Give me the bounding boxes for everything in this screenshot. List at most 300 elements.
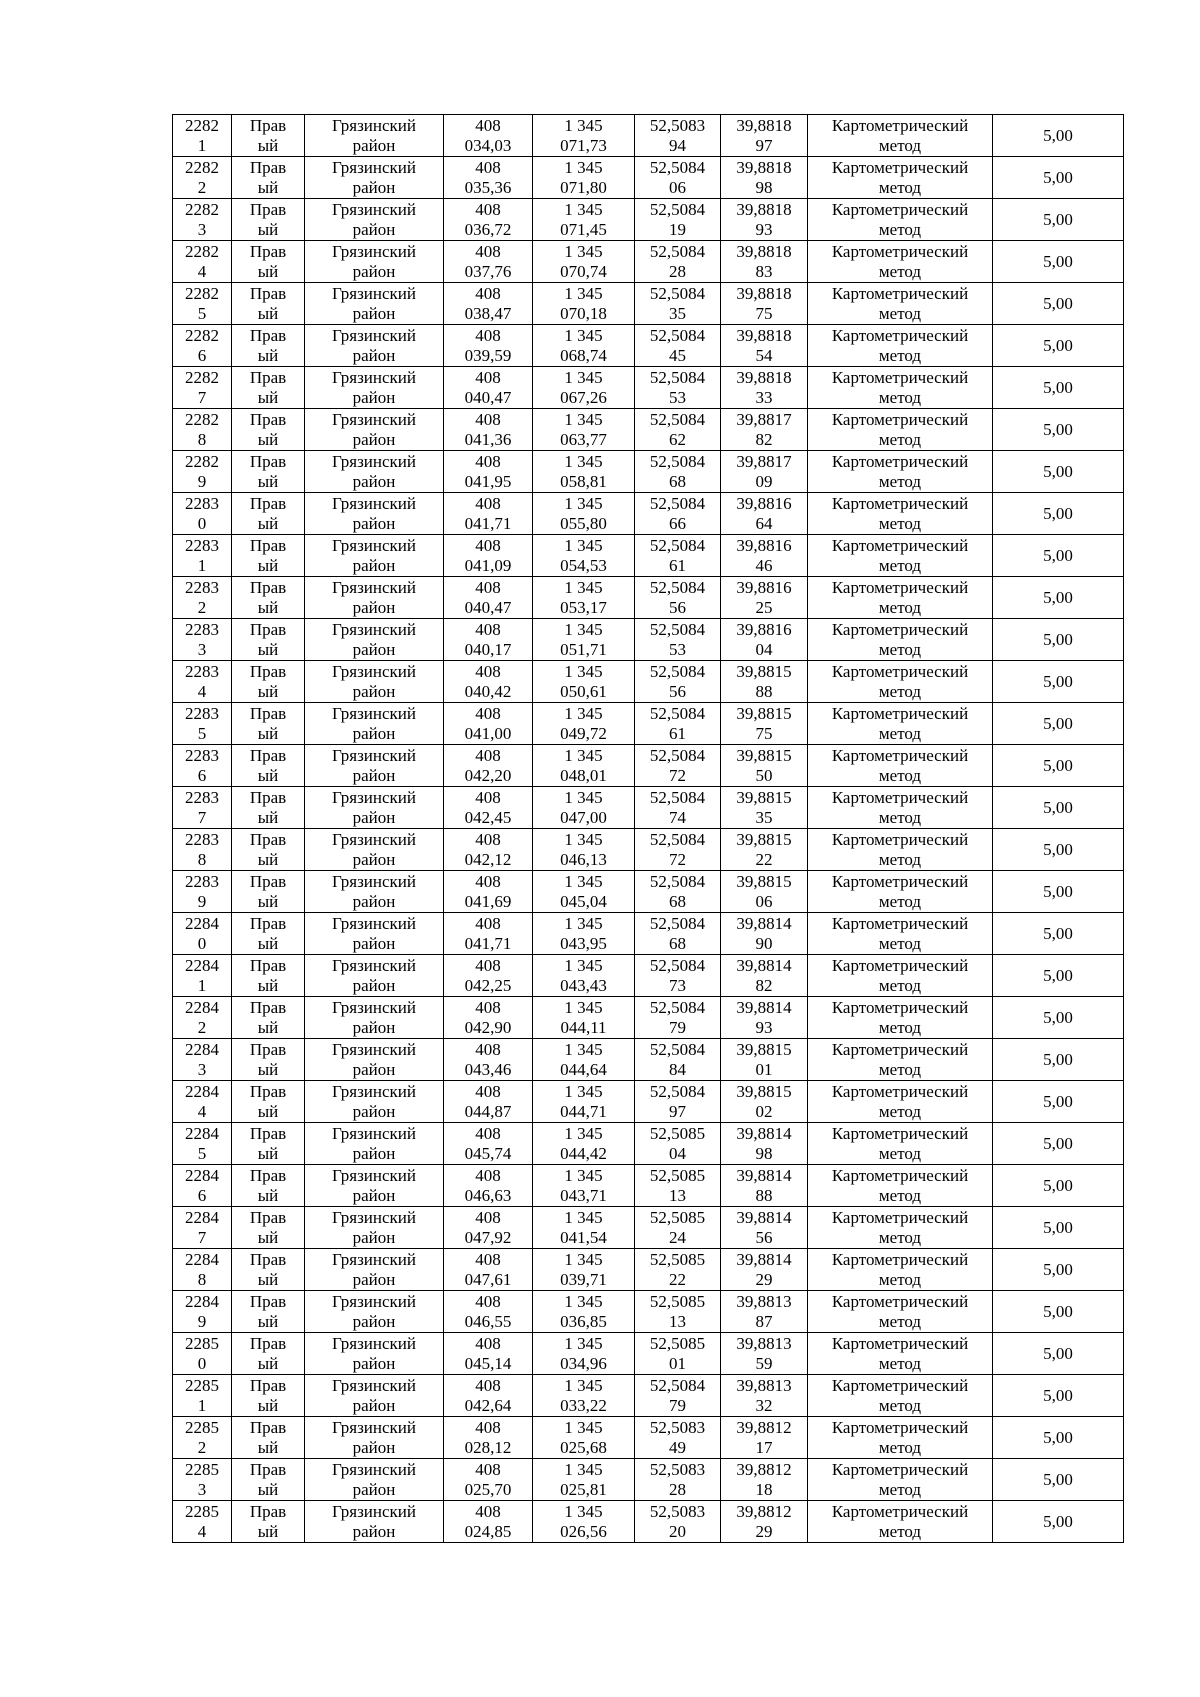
district-line-2: район — [352, 1185, 396, 1205]
accuracy-cell — [993, 1459, 1124, 1501]
x-coordinate-line-2: 045,14 — [464, 1353, 512, 1373]
x-coordinate-line-1: 408 — [475, 829, 501, 849]
y-coordinate-line-2: 071,80 — [560, 177, 607, 197]
latitude-cell — [635, 1459, 721, 1501]
y-coordinate-line-2: 071,73 — [560, 135, 607, 155]
district-line-1: Грязинский — [332, 1291, 416, 1311]
x-coordinate-line-1: 408 — [475, 1165, 501, 1185]
bank-side-cell — [232, 1459, 305, 1501]
district-line-1: Грязинский — [332, 1459, 416, 1479]
bank-side-cell — [232, 367, 305, 409]
district-line-1: Грязинский — [332, 493, 416, 513]
x-coordinate-line-2: 024,85 — [464, 1521, 512, 1541]
longitude-cell — [721, 1081, 808, 1123]
point-number-line-2: 4 — [197, 681, 207, 701]
district-cell — [305, 745, 444, 787]
y-coordinate-line-1: 1 345 — [564, 1207, 603, 1227]
x-coordinate-line-2: 039,59 — [464, 345, 512, 365]
bank-side-line-1: Прав — [249, 493, 287, 513]
point-number-line-2: 9 — [197, 891, 207, 911]
point-number-line-1: 2285 — [185, 1417, 219, 1437]
point-number-line-2: 5 — [197, 1143, 207, 1163]
method-line-1: Картометрический — [831, 1123, 969, 1143]
x-coordinate-line-2: 034,03 — [464, 135, 512, 155]
table-row — [173, 157, 1124, 199]
point-number-cell — [173, 997, 232, 1039]
y-coordinate-line-1: 1 345 — [564, 367, 603, 387]
latitude-line-1: 52,5084 — [649, 913, 706, 933]
latitude-line-1: 52,5084 — [649, 1375, 706, 1395]
x-coordinate-line-1: 408 — [475, 115, 501, 135]
table-row — [173, 1459, 1124, 1501]
x-coordinate-cell — [444, 703, 533, 745]
latitude-line-1: 52,5084 — [649, 955, 706, 975]
table-row — [173, 241, 1124, 283]
y-coordinate-line-2: 039,71 — [560, 1269, 607, 1289]
longitude-line-1: 39,8818 — [736, 325, 792, 345]
latitude-line-2: 72 — [669, 849, 686, 869]
bank-side-line-2: ый — [257, 1479, 279, 1499]
y-coordinate-line-2: 067,26 — [560, 387, 607, 407]
longitude-line-2: 32 — [755, 1395, 773, 1415]
point-number-line-1: 2284 — [185, 913, 219, 933]
district-cell — [305, 1375, 444, 1417]
method-cell — [808, 535, 993, 577]
point-number-cell — [173, 619, 232, 661]
method-line-2: метод — [878, 387, 922, 407]
point-number-cell — [173, 451, 232, 493]
latitude-line-1: 52,5084 — [649, 997, 706, 1017]
point-number-line-2: 6 — [197, 1185, 207, 1205]
y-coordinate-line-1: 1 345 — [564, 913, 603, 933]
district-line-1: Грязинский — [332, 409, 416, 429]
longitude-line-1: 39,8813 — [736, 1291, 792, 1311]
longitude-line-2: 83 — [755, 261, 773, 281]
method-line-1: Картометрический — [831, 535, 969, 555]
latitude-line-1: 52,5084 — [649, 199, 706, 219]
district-line-2: район — [352, 1311, 396, 1331]
district-line-1: Грязинский — [332, 703, 416, 723]
x-coordinate-line-2: 040,42 — [464, 681, 512, 701]
method-line-2: метод — [878, 681, 922, 701]
point-number-cell — [173, 1333, 232, 1375]
method-line-2: метод — [878, 933, 922, 953]
point-number-line-2: 8 — [197, 1269, 207, 1289]
accuracy-value: 5,00 — [1043, 1301, 1073, 1321]
point-number-line-1: 2282 — [185, 367, 219, 387]
latitude-line-1: 52,5083 — [649, 1459, 706, 1479]
y-coordinate-line-1: 1 345 — [564, 493, 603, 513]
y-coordinate-line-2: 043,95 — [560, 933, 607, 953]
bank-side-line-1: Прав — [249, 1039, 287, 1059]
point-number-cell — [173, 115, 232, 157]
point-number-line-2: 4 — [197, 1521, 207, 1541]
y-coordinate-cell — [533, 1249, 635, 1291]
point-number-line-1: 2284 — [185, 1165, 219, 1185]
method-cell — [808, 871, 993, 913]
latitude-line-2: 06 — [669, 177, 686, 197]
y-coordinate-line-2: 049,72 — [560, 723, 607, 743]
method-cell — [808, 493, 993, 535]
district-cell — [305, 619, 444, 661]
longitude-cell — [721, 409, 808, 451]
bank-side-cell — [232, 1081, 305, 1123]
longitude-cell — [721, 661, 808, 703]
longitude-line-2: 04 — [755, 639, 773, 659]
method-line-1: Картометрический — [831, 1291, 969, 1311]
district-line-2: район — [352, 261, 396, 281]
method-cell — [808, 1417, 993, 1459]
method-line-2: метод — [878, 1059, 922, 1079]
bank-side-line-1: Прав — [249, 1417, 287, 1437]
accuracy-value: 5,00 — [1043, 1049, 1073, 1069]
point-number-line-2: 7 — [197, 387, 207, 407]
accuracy-cell — [993, 1501, 1124, 1543]
point-number-cell — [173, 199, 232, 241]
latitude-line-2: 35 — [669, 303, 686, 323]
latitude-line-1: 52,5084 — [649, 157, 706, 177]
longitude-line-1: 39,8813 — [736, 1375, 792, 1395]
method-line-1: Картометрический — [831, 1417, 969, 1437]
latitude-line-1: 52,5085 — [649, 1207, 706, 1227]
method-line-1: Картометрический — [831, 997, 969, 1017]
point-number-line-1: 2285 — [185, 1375, 219, 1395]
district-cell — [305, 661, 444, 703]
district-line-1: Грязинский — [332, 1123, 416, 1143]
y-coordinate-cell — [533, 1165, 635, 1207]
method-line-2: метод — [878, 597, 922, 617]
longitude-cell — [721, 1249, 808, 1291]
district-line-2: район — [352, 1479, 396, 1499]
accuracy-cell — [993, 1207, 1124, 1249]
method-cell — [808, 1501, 993, 1543]
x-coordinate-cell — [444, 619, 533, 661]
y-coordinate-line-1: 1 345 — [564, 199, 603, 219]
x-coordinate-cell — [444, 787, 533, 829]
district-line-1: Грязинский — [332, 451, 416, 471]
district-cell — [305, 997, 444, 1039]
y-coordinate-line-1: 1 345 — [564, 997, 603, 1017]
longitude-cell — [721, 829, 808, 871]
accuracy-cell — [993, 157, 1124, 199]
district-line-2: район — [352, 345, 396, 365]
latitude-line-1: 52,5084 — [649, 241, 706, 261]
table-row — [173, 997, 1124, 1039]
bank-side-line-2: ый — [257, 723, 279, 743]
longitude-cell — [721, 367, 808, 409]
y-coordinate-cell — [533, 157, 635, 199]
district-line-1: Грязинский — [332, 787, 416, 807]
bank-side-cell — [232, 1123, 305, 1165]
x-coordinate-line-1: 408 — [475, 1375, 501, 1395]
point-number-line-2: 9 — [197, 1311, 207, 1331]
accuracy-cell — [993, 787, 1124, 829]
longitude-line-1: 39,8812 — [736, 1417, 792, 1437]
table-row — [173, 1249, 1124, 1291]
y-coordinate-cell — [533, 1081, 635, 1123]
district-line-2: район — [352, 765, 396, 785]
table-row — [173, 829, 1124, 871]
district-cell — [305, 283, 444, 325]
district-cell — [305, 1501, 444, 1543]
x-coordinate-line-1: 408 — [475, 661, 501, 681]
district-line-2: район — [352, 849, 396, 869]
x-coordinate-cell — [444, 409, 533, 451]
x-coordinate-line-2: 044,87 — [464, 1101, 512, 1121]
method-line-2: метод — [878, 1311, 922, 1331]
y-coordinate-line-2: 058,81 — [560, 471, 607, 491]
point-number-line-2: 8 — [197, 429, 207, 449]
x-coordinate-line-1: 408 — [475, 157, 501, 177]
method-line-2: метод — [878, 1143, 922, 1163]
latitude-cell — [635, 409, 721, 451]
bank-side-line-2: ый — [257, 513, 279, 533]
latitude-line-1: 52,5084 — [649, 283, 706, 303]
point-number-line-2: 3 — [197, 1059, 207, 1079]
district-line-1: Грязинский — [332, 997, 416, 1017]
point-number-line-1: 2284 — [185, 1039, 219, 1059]
accuracy-cell — [993, 1039, 1124, 1081]
district-cell — [305, 1039, 444, 1081]
district-line-1: Грязинский — [332, 1375, 416, 1395]
y-coordinate-cell — [533, 1459, 635, 1501]
point-number-cell — [173, 1291, 232, 1333]
district-line-1: Грязинский — [332, 1249, 416, 1269]
district-cell — [305, 199, 444, 241]
bank-side-line-1: Прав — [249, 409, 287, 429]
method-line-2: метод — [878, 135, 922, 155]
accuracy-cell — [993, 451, 1124, 493]
y-coordinate-line-2: 050,61 — [560, 681, 607, 701]
latitude-line-1: 52,5084 — [649, 577, 706, 597]
x-coordinate-line-1: 408 — [475, 871, 501, 891]
method-cell — [808, 283, 993, 325]
longitude-line-1: 39,8816 — [736, 493, 792, 513]
longitude-line-1: 39,8815 — [736, 661, 792, 681]
bank-side-cell — [232, 1249, 305, 1291]
bank-side-cell — [232, 955, 305, 997]
longitude-line-2: 87 — [755, 1311, 773, 1331]
method-cell — [808, 1249, 993, 1291]
table-row — [173, 577, 1124, 619]
x-coordinate-cell — [444, 955, 533, 997]
x-coordinate-line-2: 042,64 — [464, 1395, 512, 1415]
point-number-line-1: 2284 — [185, 1207, 219, 1227]
latitude-line-2: 79 — [669, 1017, 686, 1037]
bank-side-line-2: ый — [257, 1311, 279, 1331]
district-cell — [305, 913, 444, 955]
bank-side-cell — [232, 787, 305, 829]
y-coordinate-cell — [533, 451, 635, 493]
point-number-cell — [173, 661, 232, 703]
accuracy-value: 5,00 — [1043, 671, 1073, 691]
point-number-cell — [173, 283, 232, 325]
y-coordinate-cell — [533, 745, 635, 787]
district-cell — [305, 1291, 444, 1333]
latitude-cell — [635, 115, 721, 157]
point-number-line-1: 2285 — [185, 1501, 219, 1521]
longitude-cell — [721, 1291, 808, 1333]
method-line-2: метод — [878, 345, 922, 365]
y-coordinate-cell — [533, 1375, 635, 1417]
bank-side-line-1: Прав — [249, 1375, 287, 1395]
y-coordinate-line-2: 045,04 — [560, 891, 607, 911]
latitude-cell — [635, 745, 721, 787]
bank-side-cell — [232, 661, 305, 703]
method-line-1: Картометрический — [831, 1039, 969, 1059]
longitude-line-2: 46 — [755, 555, 773, 575]
accuracy-cell — [993, 325, 1124, 367]
x-coordinate-line-1: 408 — [475, 1039, 501, 1059]
bank-side-line-1: Прав — [249, 787, 287, 807]
method-line-2: метод — [878, 1353, 922, 1373]
point-number-line-1: 2283 — [185, 577, 219, 597]
longitude-line-1: 39,8814 — [736, 913, 792, 933]
latitude-cell — [635, 1249, 721, 1291]
accuracy-cell — [993, 829, 1124, 871]
latitude-cell — [635, 1165, 721, 1207]
district-line-2: район — [352, 891, 396, 911]
accuracy-value: 5,00 — [1043, 209, 1073, 229]
latitude-line-2: 94 — [669, 135, 686, 155]
longitude-line-1: 39,8817 — [736, 409, 792, 429]
district-line-1: Грязинский — [332, 745, 416, 765]
bank-side-line-2: ый — [257, 345, 279, 365]
accuracy-cell — [993, 955, 1124, 997]
point-number-cell — [173, 1165, 232, 1207]
district-line-2: район — [352, 1227, 396, 1247]
latitude-line-1: 52,5083 — [649, 1417, 706, 1437]
district-line-2: район — [352, 219, 396, 239]
method-line-2: метод — [878, 1437, 922, 1457]
x-coordinate-line-2: 040,47 — [464, 597, 512, 617]
bank-side-line-2: ый — [257, 807, 279, 827]
district-cell — [305, 577, 444, 619]
latitude-line-2: 13 — [669, 1311, 686, 1331]
latitude-cell — [635, 997, 721, 1039]
longitude-line-1: 39,8815 — [736, 703, 792, 723]
point-number-line-1: 2283 — [185, 745, 219, 765]
point-number-cell — [173, 241, 232, 283]
method-cell — [808, 787, 993, 829]
method-line-1: Картометрический — [831, 1207, 969, 1227]
bank-side-line-2: ый — [257, 429, 279, 449]
accuracy-value: 5,00 — [1043, 755, 1073, 775]
longitude-cell — [721, 115, 808, 157]
method-line-2: метод — [878, 1479, 922, 1499]
point-number-line-1: 2282 — [185, 325, 219, 345]
accuracy-value: 5,00 — [1043, 1259, 1073, 1279]
point-number-cell — [173, 787, 232, 829]
district-line-1: Грязинский — [332, 325, 416, 345]
table-row — [173, 1291, 1124, 1333]
x-coordinate-line-1: 408 — [475, 1501, 501, 1521]
district-line-2: район — [352, 1437, 396, 1457]
accuracy-cell — [993, 577, 1124, 619]
latitude-cell — [635, 1081, 721, 1123]
longitude-cell — [721, 1459, 808, 1501]
longitude-line-1: 39,8814 — [736, 1249, 792, 1269]
bank-side-line-2: ый — [257, 471, 279, 491]
latitude-cell — [635, 787, 721, 829]
point-number-line-1: 2282 — [185, 115, 219, 135]
district-line-2: район — [352, 387, 396, 407]
method-cell — [808, 619, 993, 661]
method-line-1: Картометрический — [831, 1333, 969, 1353]
y-coordinate-cell — [533, 367, 635, 409]
point-number-line-2: 0 — [197, 1353, 207, 1373]
point-number-line-2: 3 — [197, 219, 207, 239]
longitude-cell — [721, 1417, 808, 1459]
longitude-line-2: 59 — [755, 1353, 773, 1373]
x-coordinate-line-2: 041,00 — [464, 723, 512, 743]
accuracy-cell — [993, 997, 1124, 1039]
longitude-line-2: 82 — [755, 429, 773, 449]
point-number-line-1: 2282 — [185, 283, 219, 303]
longitude-line-1: 39,8818 — [736, 241, 792, 261]
method-line-1: Картометрический — [831, 409, 969, 429]
accuracy-value: 5,00 — [1043, 461, 1073, 481]
district-cell — [305, 871, 444, 913]
table-row — [173, 1081, 1124, 1123]
method-line-2: метод — [878, 1395, 922, 1415]
x-coordinate-cell — [444, 367, 533, 409]
bank-side-line-1: Прав — [249, 1081, 287, 1101]
point-number-line-2: 6 — [197, 345, 207, 365]
bank-side-line-1: Прав — [249, 241, 287, 261]
latitude-line-2: 74 — [669, 807, 686, 827]
longitude-line-2: 88 — [755, 681, 773, 701]
point-number-line-1: 2283 — [185, 703, 219, 723]
district-line-1: Грязинский — [332, 871, 416, 891]
point-number-cell — [173, 1123, 232, 1165]
point-number-cell — [173, 1459, 232, 1501]
x-coordinate-cell — [444, 577, 533, 619]
latitude-line-1: 52,5085 — [649, 1333, 706, 1353]
x-coordinate-line-2: 038,47 — [464, 303, 512, 323]
point-number-line-2: 3 — [197, 1479, 207, 1499]
district-cell — [305, 1459, 444, 1501]
x-coordinate-line-1: 408 — [475, 577, 501, 597]
accuracy-value: 5,00 — [1043, 167, 1073, 187]
method-line-1: Картометрический — [831, 577, 969, 597]
bank-side-line-1: Прав — [249, 577, 287, 597]
district-line-1: Грязинский — [332, 367, 416, 387]
latitude-line-2: 22 — [669, 1269, 686, 1289]
method-line-2: метод — [878, 1185, 922, 1205]
x-coordinate-line-2: 041,71 — [464, 933, 512, 953]
y-coordinate-cell — [533, 1501, 635, 1543]
y-coordinate-line-1: 1 345 — [564, 787, 603, 807]
point-number-line-1: 2285 — [185, 1333, 219, 1353]
latitude-line-2: 04 — [669, 1143, 686, 1163]
accuracy-cell — [993, 745, 1124, 787]
longitude-cell — [721, 1501, 808, 1543]
district-cell — [305, 241, 444, 283]
bank-side-line-1: Прав — [249, 535, 287, 555]
y-coordinate-line-2: 026,56 — [560, 1521, 607, 1541]
method-cell — [808, 703, 993, 745]
point-number-cell — [173, 1375, 232, 1417]
point-number-cell — [173, 1207, 232, 1249]
district-line-1: Грязинский — [332, 619, 416, 639]
y-coordinate-cell — [533, 493, 635, 535]
accuracy-value: 5,00 — [1043, 839, 1073, 859]
bank-side-line-1: Прав — [249, 1291, 287, 1311]
method-line-1: Картометрический — [831, 115, 969, 135]
y-coordinate-line-1: 1 345 — [564, 1501, 603, 1521]
longitude-line-1: 39,8818 — [736, 283, 792, 303]
